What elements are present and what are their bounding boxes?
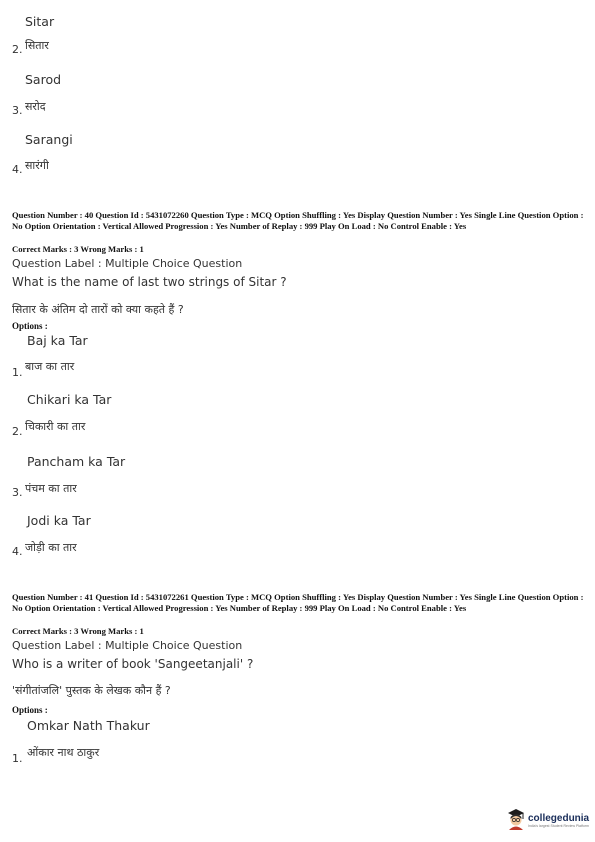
option-text-en: Chikari ka Tar <box>27 392 112 407</box>
option-text-en: Jodi ka Tar <box>27 513 91 528</box>
option-number: 4. <box>12 545 23 558</box>
graduate-avatar-icon <box>506 808 526 834</box>
option-text-hi: ओंकार नाथ ठाकुर <box>27 746 100 759</box>
option-number: 1. <box>12 752 23 765</box>
question-meta: Question Number : 40 Question Id : 5431072260 Question Type : MCQ Option Shuffling : Yes Display Question Number : Yes Single Line Question Option : No Option Orientation : Vertical Allowed Progression : Yes Number of Replay : 999 Play On Load : No Control Enable : Yes <box>12 210 584 231</box>
question-text-en: Who is a writer of book 'Sangeetanjali' ? <box>12 657 254 671</box>
option-text-hi: जोड़ी का तार <box>25 541 77 554</box>
option-text-en: Omkar Nath Thakur <box>27 718 150 733</box>
option-number: 2. <box>12 43 23 56</box>
marks-info: Correct Marks : 3 Wrong Marks : 1 <box>12 626 144 636</box>
collegedunia-logo[interactable] <box>506 808 589 834</box>
question-text-en: What is the name of last two strings of Sitar ? <box>12 275 287 289</box>
question-meta: Question Number : 41 Question Id : 5431072261 Question Type : MCQ Option Shuffling : Yes Display Question Number : Yes Single Line Question Option : No Option Orientation : Vertical Allowed Progression : Yes Number of Replay : 999 Play On Load : No Control Enable : Yes <box>12 592 584 613</box>
option-text-hi: सरोद <box>25 100 46 113</box>
option-number: 4. <box>12 163 23 176</box>
options-heading: Options : <box>12 321 48 331</box>
question-label: Question Label : Multiple Choice Question <box>12 639 243 652</box>
option-text-en: Pancham ka Tar <box>27 454 126 469</box>
question-label: Question Label : Multiple Choice Question <box>12 257 243 270</box>
option-text-en: Baj ka Tar <box>27 333 88 348</box>
question-text-hi: 'संगीतांजलि' पुस्तक के लेखक कौन हैं ? <box>12 684 171 697</box>
option-text-hi: चिकारी का तार <box>25 420 86 433</box>
option-text-hi: सितार <box>25 39 49 52</box>
option-text-en: Sitar <box>25 14 55 29</box>
logo-tagline: India's largest Student Review Platform <box>528 824 589 828</box>
option-number: 1. <box>12 366 23 379</box>
option-number: 3. <box>12 104 23 117</box>
option-text-en: Sarangi <box>25 132 73 147</box>
question-text-hi: सितार के अंतिम दो तारों को क्या कहते हैं ? <box>12 303 184 316</box>
option-number: 3. <box>12 486 23 499</box>
logo-name: collegedunia <box>528 813 590 824</box>
option-text-hi: पंचम का तार <box>25 482 77 495</box>
marks-info: Correct Marks : 3 Wrong Marks : 1 <box>12 244 144 254</box>
option-text-en: Sarod <box>25 72 62 87</box>
option-text-hi: बाज का तार <box>25 360 75 373</box>
option-text-hi: सारंगी <box>25 159 49 172</box>
option-number: 2. <box>12 425 23 438</box>
options-heading: Options : <box>12 705 48 715</box>
